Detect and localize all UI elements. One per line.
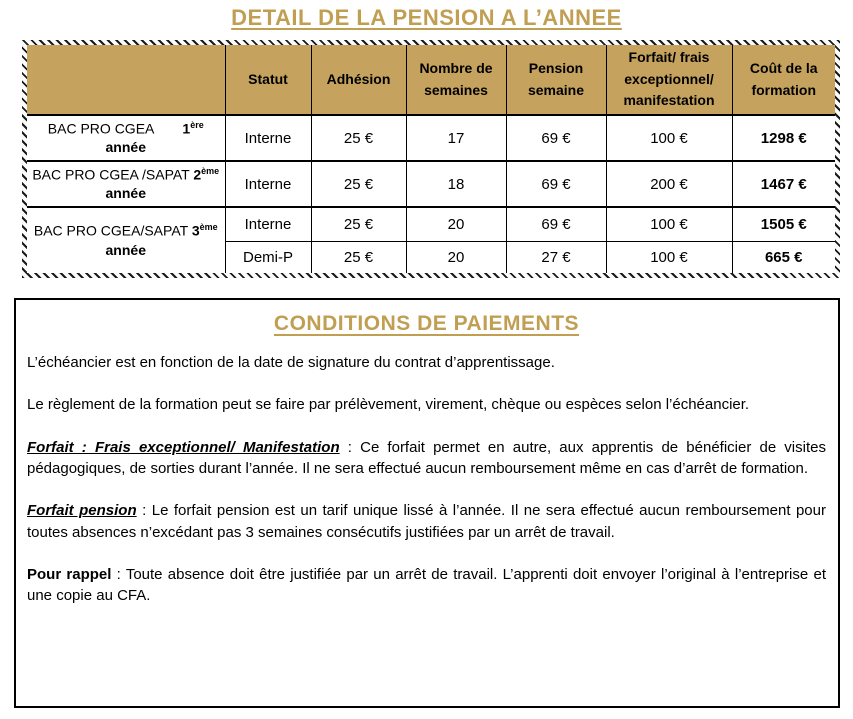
semaines-cell: 18: [406, 161, 506, 207]
header-cell-empty: [27, 45, 225, 115]
forfait-cell: 100 €: [606, 207, 732, 241]
header-cell-semaines: Nombre de semaines: [406, 45, 506, 115]
header-cell-pension: Pension semaine: [506, 45, 606, 115]
paragraph-pour-rappel: Pour rappel : Toute absence doit être justifiée par un arrêt de travail. L’apprenti doit envoyer l’original à l’entreprise et une copie au CFA.: [27, 565, 826, 605]
adhesion-cell: 25 €: [311, 161, 406, 207]
pension-cell: 69 €: [506, 207, 606, 241]
header-cell-statut: Statut: [225, 45, 311, 115]
semaines-cell: 20: [406, 241, 506, 273]
adhesion-cell: 25 €: [311, 241, 406, 273]
paragraph-echeancier: L’échéancier est en fonction de la date de signature du contrat d’apprentissage.: [27, 354, 555, 372]
pension-cell: 69 €: [506, 115, 606, 161]
conditions-title: [27, 312, 826, 336]
adhesion-cell: 25 €: [311, 207, 406, 241]
semaines-cell: 17: [406, 115, 506, 161]
conditions-title-text: CONDITIONS DE PAIEMENTS: [273, 312, 580, 336]
pension-table-frame: [22, 40, 840, 278]
table-row: [27, 161, 835, 207]
page-title: [0, 0, 853, 40]
page-title-text: DETAIL DE LA PENSION A L’ANNEE: [231, 5, 622, 30]
cout-cell: 1467 €: [732, 161, 835, 207]
forfait-cell: 100 €: [606, 241, 732, 273]
pour-rappel-lead: Pour rappel: [27, 565, 112, 583]
forfait-frais-lead: Forfait : Frais exceptionnel/ Manifestation: [27, 438, 340, 456]
cout-cell: 665 €: [732, 241, 835, 273]
statut-cell: Demi-P: [225, 241, 311, 273]
statut-cell: Interne: [225, 115, 311, 161]
program-label-cgea-sapat2: BAC PRO CGEA /SAPAT 2ème année: [27, 161, 225, 207]
statut-cell: Interne: [225, 207, 311, 241]
paragraph-reglement: Le règlement de la formation peut se faire par prélèvement, virement, chèque ou espèces selon l’échéancier.: [27, 396, 750, 414]
header-cell-forfait: Forfait/ frais exceptionnel/ manifestation: [606, 45, 732, 115]
table-row: [27, 207, 835, 241]
forfait-cell: 200 €: [606, 161, 732, 207]
header-cell-cout: Coût de la formation: [732, 45, 835, 115]
table-header-row: [27, 45, 835, 115]
program-label-cgea-sapat3: BAC PRO CGEA/SAPAT 3ème année: [27, 207, 225, 273]
header-cell-adhesion: Adhésion: [311, 45, 406, 115]
paragraph-forfait-frais: Forfait : Frais exceptionnel/ Manifestation : Ce forfait permet en autre, aux apprentis de bénéficier de visites pédagogiques, de sorties durant l’année. Il ne sera effectué aucun remboursement même en cas d’arrêt de formation.: [27, 438, 826, 477]
cout-cell: 1505 €: [732, 207, 835, 241]
forfait-cell: 100 €: [606, 115, 732, 161]
conditions-box: [14, 298, 840, 708]
statut-cell: Interne: [225, 161, 311, 207]
paragraph-forfait-pension: Forfait pension : Le forfait pension est un tarif unique lissé à l’année. Il ne sera effectué aucun remboursement pour toutes absences n’excédant pas 3 semaines consécutifs justifiées par un arrêt de travail.: [27, 502, 826, 541]
semaines-cell: 20: [406, 207, 506, 241]
cout-cell: 1298 €: [732, 115, 835, 161]
table-row: [27, 115, 835, 161]
forfait-pension-lead: Forfait pension: [27, 502, 137, 520]
adhesion-cell: 25 €: [311, 115, 406, 161]
pension-cell: 69 €: [506, 161, 606, 207]
program-label-cgea1: BAC PRO CGEA 1ère année: [27, 115, 225, 161]
pension-table: [27, 45, 835, 273]
pension-cell: 27 €: [506, 241, 606, 273]
